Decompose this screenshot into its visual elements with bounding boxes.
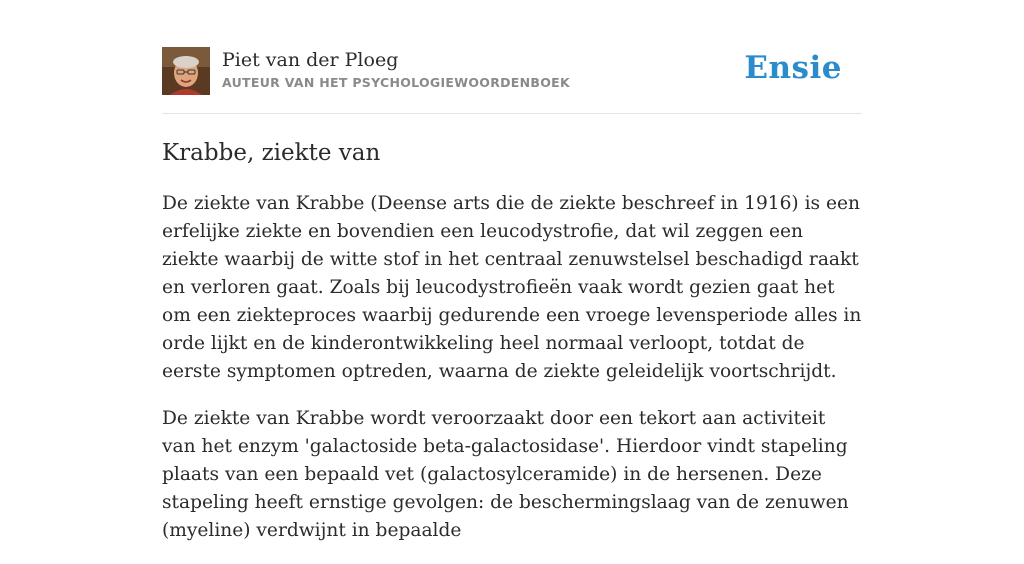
article-header-container (162, 46, 862, 96)
article-paragraph: De ziekte van Krabbe wordt veroorzaakt door een tekort aan activiteit van het enzym 'galactoside beta-galactosidase'. Hierdoor vindt stapeling plaats van een bepaald vet (galactosylceramide) in de hersenen. Deze stapeling heeft ernstige gevolgen: de beschermingslaag van de zenuwen (myeline) verdwijnt in bepaalde (162, 408, 849, 541)
header-divider (162, 113, 862, 114)
author-name[interactable]: Piet van der Ploeg (222, 49, 399, 71)
brand-logo[interactable]: Ensie (744, 50, 842, 86)
article-paragraph: De ziekte van Krabbe (Deense arts die de ziekte beschreef in 1916) is een erfelijke ziekte en bovendien een leucodystrofie, dat wil zeggen een ziekte waarbij de witte stof in het centraal zenuwstelsel beschadigd raakt en verloren gaat. Zoals bij leucodystrofieën vaak wordt gezien gaat het om een ziekteproces waarbij gedurende een vroege levensperiode alles in orde lijkt en de kinderontwikkeling heel normaal verloopt, totdat de eerste symptomen optreden, waarna de ziekte geleidelijk voortschrijdt. (162, 193, 862, 382)
article-body (162, 190, 864, 564)
avatar-portrait-image (162, 47, 210, 95)
author-info (222, 50, 570, 92)
author-avatar[interactable] (162, 47, 210, 95)
author-role: AUTEUR VAN HET PSYCHOLOGIEWOORDENBOEK (222, 75, 570, 90)
article-title: Krabbe, ziekte van (162, 140, 381, 166)
author-header (162, 46, 862, 96)
